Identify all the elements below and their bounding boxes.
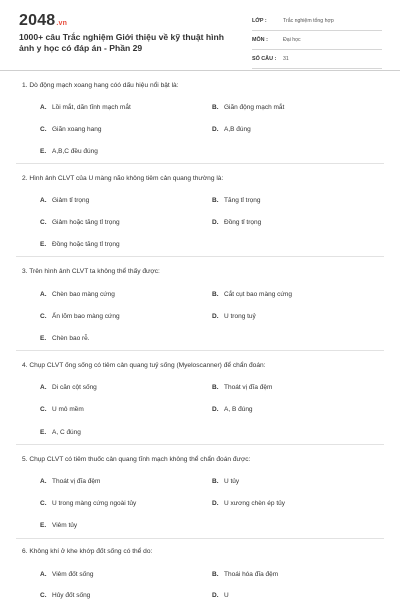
question-divider (16, 444, 384, 445)
option-c[interactable]: C. Hủy đốt sống (40, 592, 91, 599)
site-logo[interactable] (19, 12, 67, 30)
document-title: 1000+ câu Trắc nghiệm Giới thiệu về kỹ thuật hình ảnh y học có đáp án - Phần 29 (19, 32, 225, 53)
option-a[interactable]: A. Chèn bao màng cứng (40, 291, 115, 298)
question-text: 5. Chụp CLVT có tiêm thuốc cản quang tĩnh mạch không thể chẩn đoán được: (22, 456, 251, 463)
meta-val-mon: Đại học (283, 37, 301, 43)
document-header (0, 0, 400, 70)
option-c[interactable]: C. U mô mềm (40, 406, 84, 413)
option-d[interactable]: D. U (212, 592, 229, 599)
question-text: 6. Không khí ở khe khớp đốt sống có thể do: (22, 548, 153, 555)
option-a[interactable]: A. Thoát vị đĩa đệm (40, 478, 101, 485)
logo-brand: 2048 (19, 12, 56, 29)
meta-key-socau: SỐ CÂU : (252, 56, 277, 62)
meta-row-mon (252, 34, 382, 50)
option-e[interactable]: E. A, C đúng (40, 429, 81, 436)
question-divider (16, 350, 384, 351)
option-b[interactable]: B. Thoái hóa đĩa đệm (212, 571, 279, 578)
question-text: 2. Hình ảnh CLVT của U màng não không tiêm cản quang thường là: (22, 175, 224, 182)
option-d[interactable]: D. U xương chèn ép tủy (212, 500, 286, 507)
meta-key-mon: MÔN : (252, 37, 268, 43)
option-b[interactable]: B. U tủy (212, 478, 240, 485)
option-a[interactable]: A. Di căn cột sống (40, 384, 97, 391)
question-divider (16, 256, 384, 257)
option-b[interactable]: B. Thoát vị đĩa đệm (212, 384, 273, 391)
option-d[interactable]: D. A,B đúng (212, 126, 251, 133)
option-e[interactable]: E. Viêm tủy (40, 522, 78, 529)
option-d[interactable]: D. Đồng tỉ trọng (212, 219, 262, 226)
option-d[interactable]: D. U trong tuỷ (212, 313, 256, 320)
meta-info (252, 15, 382, 72)
option-e[interactable]: E. A,B,C đều đúng (40, 148, 98, 155)
option-c[interactable]: C. Giãn xoang hang (40, 126, 102, 133)
question-divider (16, 163, 384, 164)
question-text: 1. Dò động mạch xoang hang cóó dấu hiệu nổi bật là: (22, 82, 179, 89)
option-c[interactable]: C. Giảm hoặc tăng tỉ trọng (40, 219, 120, 226)
meta-key-lop: LỚP : (252, 18, 267, 24)
question-text: 3. Trên hình ảnh CLVT ta không thể thấy được: (22, 268, 160, 275)
option-b[interactable]: B. Giãn động mạch mắt (212, 104, 285, 111)
option-a[interactable]: A. Giảm tỉ trọng (40, 197, 90, 204)
header-divider (0, 70, 400, 71)
meta-row-socau (252, 53, 382, 69)
option-b[interactable]: B. Cắt cụt bao màng cứng (212, 291, 292, 298)
option-b[interactable]: B. Tăng tỉ trọng (212, 197, 261, 204)
question-divider (16, 538, 384, 539)
option-a[interactable]: A. Viêm đốt sống (40, 571, 94, 578)
option-d[interactable]: D. A, B đúng (212, 406, 253, 413)
option-a[interactable]: A. Lồi mắt, dãn tĩnh mạch mắt (40, 104, 131, 111)
meta-val-socau: 31 (283, 56, 289, 62)
option-c[interactable]: C. U trong màng cứng ngoài tủy (40, 500, 137, 507)
meta-val-lop: Trắc nghiệm tổng hợp (283, 18, 334, 24)
logo-tld: .vn (56, 20, 68, 27)
option-e[interactable]: E. Đồng hoặc tăng tỉ trọng (40, 241, 120, 248)
option-e[interactable]: E. Chèn bao rễ. (40, 335, 90, 342)
meta-row-lop (252, 15, 382, 31)
option-c[interactable]: C. Ấn lõm bao màng cứng (40, 313, 120, 320)
question-text: 4. Chụp CLVT ống sống có tiêm cản quang tuỷ sống (Myeloscanner) để chẩn đoán: (22, 362, 266, 369)
